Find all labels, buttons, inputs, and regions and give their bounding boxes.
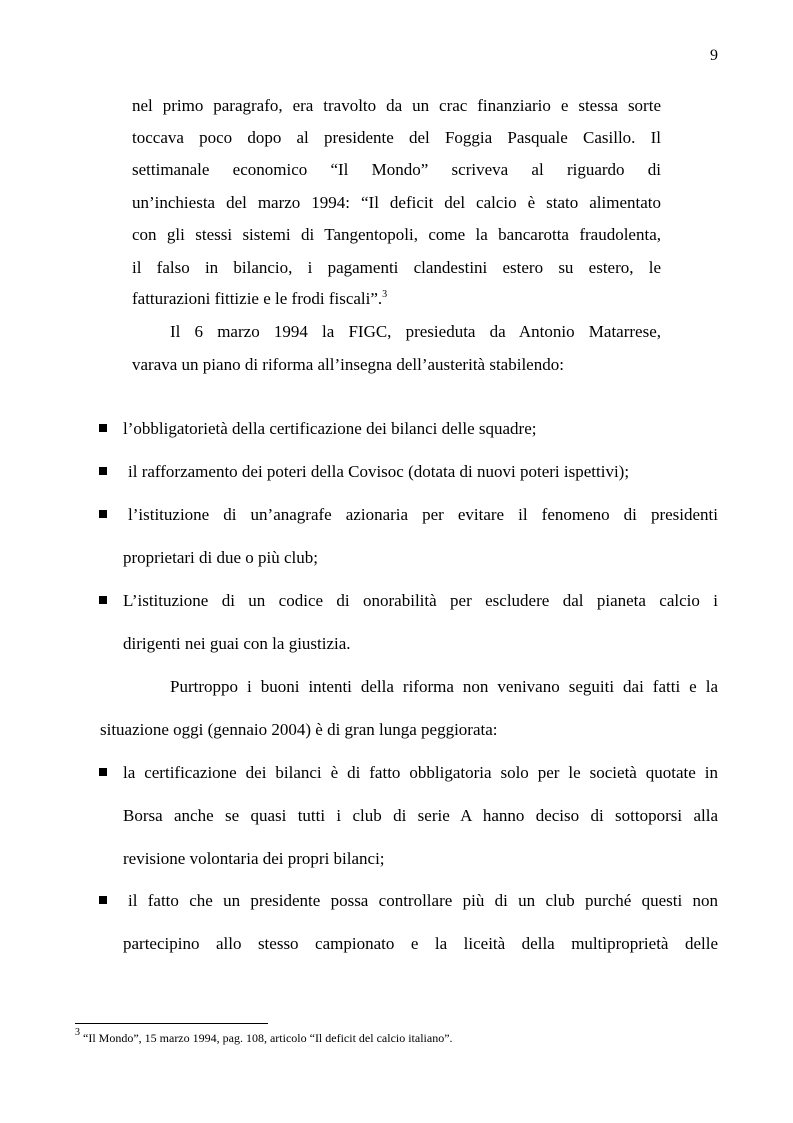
list-item-continuation: Borsa anche se quasi tutti i club di serie A hanno deciso di sottoporsi alla	[123, 806, 718, 825]
bullet-marker	[99, 596, 107, 604]
quote-line: un’inchiesta del marzo 1994: “Il deficit del calcio è stato alimentato	[132, 193, 661, 212]
paragraph-line: Purtroppo i buoni intenti della riforma non venivano seguiti dai fatti e la	[170, 677, 718, 696]
list-item: L’istituzione di un codice di onorabilità per escludere dal pianeta calcio i	[123, 591, 718, 610]
list-item: il rafforzamento dei poteri della Covisoc (dotata di nuovi poteri ispettivi);	[128, 462, 630, 481]
list-item: la certificazione dei bilanci è di fatto obbligatoria solo per le società quotate in	[123, 763, 718, 782]
quote-line-text: fatturazioni fittizie e le frodi fiscali”.	[132, 289, 383, 308]
footnote	[75, 1027, 453, 1046]
quote-line: con gli stessi sistemi di Tangentopoli, come la bancarotta fraudolenta,	[132, 225, 661, 244]
bullet-marker	[99, 467, 107, 475]
quote-line	[132, 289, 661, 309]
bullet-marker	[99, 768, 107, 776]
list-item-continuation: dirigenti nei guai con la giustizia.	[123, 634, 351, 653]
quote-line: toccava poco dopo al presidente del Foggia Pasquale Casillo. Il	[132, 128, 661, 147]
footnote-reference: 3	[382, 289, 388, 300]
quote-line: il falso in bilancio, i pagamenti clandestini estero su estero, le	[132, 258, 661, 277]
quote-paragraph-line: Il 6 marzo 1994 la FIGC, presieduta da Antonio Matarrese,	[170, 322, 661, 341]
quote-line: nel primo paragrafo, era travolto da un crac finanziario e stessa sorte	[132, 96, 661, 115]
list-item: l’istituzione di un’anagrafe azionaria per evitare il fenomeno di presidenti	[128, 505, 718, 524]
quote-paragraph-line: varava un piano di riforma all’insegna dell’austerità stabilendo:	[132, 355, 564, 374]
footnote-separator	[75, 1023, 268, 1024]
list-item-continuation: proprietari di due o più club;	[123, 548, 318, 567]
footnote-text: “Il Mondo”, 15 marzo 1994, pag. 108, articolo “Il deficit del calcio italiano”.	[83, 1031, 453, 1045]
list-item: il fatto che un presidente possa controllare più di un club purché questi non	[128, 891, 718, 910]
bullet-marker	[99, 510, 107, 518]
page-number: 9	[710, 47, 718, 64]
bullet-marker	[99, 896, 107, 904]
paragraph-line: situazione oggi (gennaio 2004) è di gran lunga peggiorata:	[100, 720, 498, 739]
bullet-marker	[99, 424, 107, 432]
list-item-continuation: revisione volontaria dei propri bilanci;	[123, 849, 385, 868]
quote-line: settimanale economico “Il Mondo” scriveva al riguardo di	[132, 160, 661, 179]
list-item: l’obbligatorietà della certificazione dei bilanci delle squadre;	[123, 419, 537, 438]
footnote-marker: 3	[75, 1027, 80, 1038]
list-item-continuation: partecipino allo stesso campionato e la liceità della multiproprietà delle	[123, 934, 718, 953]
